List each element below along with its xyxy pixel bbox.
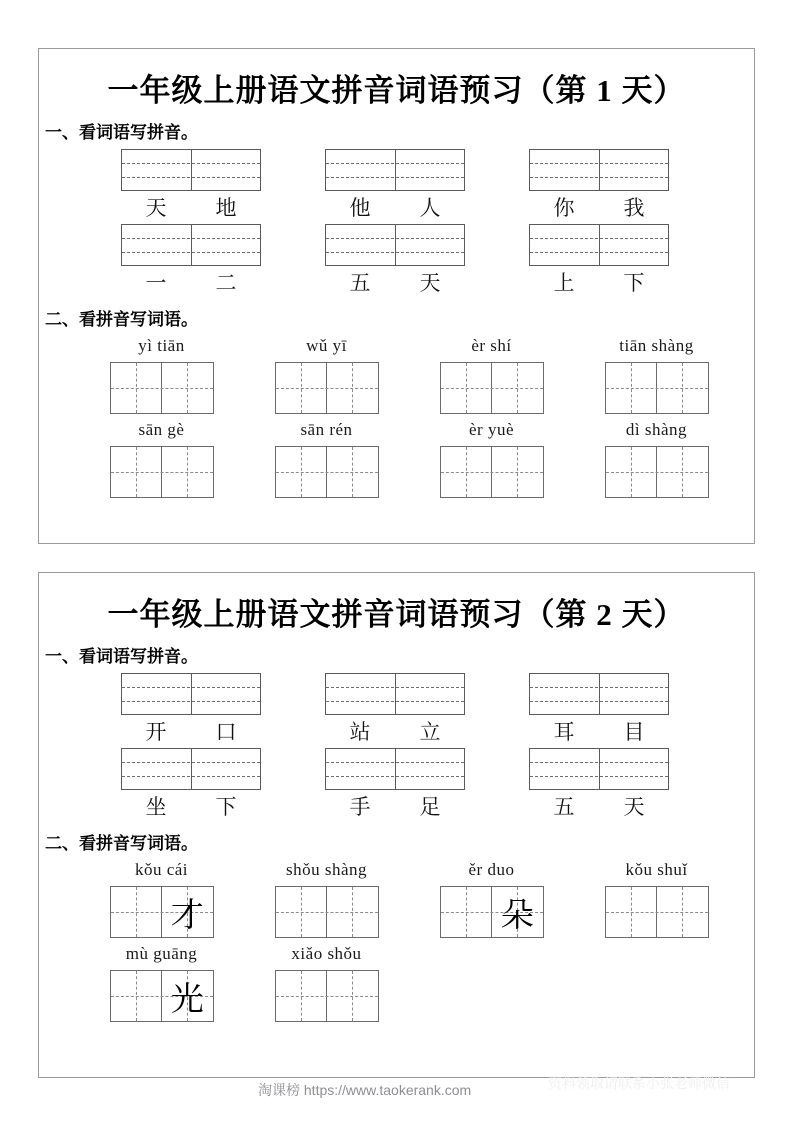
hanzi-char: 一 — [145, 271, 167, 295]
tianzige-cell[interactable] — [326, 887, 378, 937]
pinyin-exercise-item[interactable] — [295, 149, 495, 222]
hanzi-exercise-item[interactable] — [244, 942, 409, 1022]
tianzige-grid[interactable] — [110, 362, 214, 414]
pinyin-guide-line — [122, 177, 260, 178]
pinyin-guide-line — [122, 687, 260, 688]
hanzi-exercise-item[interactable] — [574, 418, 739, 498]
pinyin-writing-box[interactable] — [529, 149, 669, 191]
tianzige-cell[interactable] — [111, 887, 162, 937]
hanzi-char: 五 — [349, 271, 371, 295]
hanzi-char: 下 — [623, 271, 645, 295]
hanzi-char: 足 — [419, 795, 441, 819]
hanzi-exercise-item[interactable] — [409, 334, 574, 414]
pinyin-guide-line — [530, 163, 668, 164]
hanzi-exercise-item[interactable] — [79, 334, 244, 414]
pinyin-prompt: shǒu shàng — [285, 860, 368, 879]
tianzige-cell[interactable] — [161, 971, 213, 1021]
tianzige-grid[interactable] — [440, 362, 544, 414]
pinyin-prompt: mù guāng — [125, 944, 198, 963]
pinyin-box-divider — [395, 674, 396, 714]
faint-watermark: 资料领取请联系小张老师微信 — [548, 1075, 730, 1091]
pinyin-guide-line — [530, 687, 668, 688]
pinyin-guide-line — [326, 238, 464, 239]
written-hanzi — [441, 363, 492, 413]
pinyin-guide-line — [530, 177, 668, 178]
pinyin-guide-line — [122, 163, 260, 164]
hanzi-word — [529, 269, 669, 297]
hanzi-char: 天 — [145, 196, 167, 220]
tianzige-cell[interactable] — [656, 447, 708, 497]
tianzige-cell[interactable] — [491, 363, 543, 413]
written-hanzi — [276, 363, 327, 413]
hanzi-char: 上 — [553, 271, 575, 295]
section2-row — [39, 334, 754, 414]
written-hanzi — [327, 363, 378, 413]
written-hanzi — [327, 447, 378, 497]
pinyin-box-divider — [395, 225, 396, 265]
hanzi-char: 地 — [215, 196, 237, 220]
hanzi-char: 我 — [623, 196, 645, 220]
tianzige-grid[interactable] — [440, 446, 544, 498]
tianzige-cell[interactable] — [441, 447, 492, 497]
hanzi-char: 下 — [215, 795, 237, 819]
pinyin-prompt: yì tiān — [138, 336, 185, 355]
pinyin-guide-line — [530, 701, 668, 702]
pinyin-writing-box[interactable] — [325, 673, 465, 715]
hanzi-word — [121, 269, 261, 297]
tianzige-grid[interactable] — [605, 886, 709, 938]
pinyin-writing-box[interactable] — [121, 673, 261, 715]
hanzi-word — [325, 194, 465, 222]
pinyin-guide-line — [122, 776, 260, 777]
pinyin-prompt: wǔ yī — [306, 336, 347, 355]
tianzige-grid[interactable] — [110, 970, 214, 1022]
written-hanzi — [327, 971, 378, 1021]
pinyin-guide-line — [326, 687, 464, 688]
pinyin-writing-box[interactable] — [325, 149, 465, 191]
hanzi-char: 他 — [349, 196, 371, 220]
tianzige-cell[interactable] — [491, 447, 543, 497]
pinyin-box-divider — [599, 150, 600, 190]
hanzi-char: 耳 — [553, 720, 575, 744]
pinyin-box-divider — [191, 674, 192, 714]
tianzige-grid[interactable] — [605, 446, 709, 498]
written-hanzi: 光 — [170, 981, 204, 1018]
hanzi-char: 立 — [419, 720, 441, 744]
section2-row — [39, 858, 754, 938]
hanzi-char: 你 — [553, 196, 575, 220]
hanzi-word — [121, 718, 261, 746]
section-heading-1: 一、看词语写拼音。 — [45, 123, 198, 142]
hanzi-exercise-item[interactable] — [244, 418, 409, 498]
pinyin-exercise-item[interactable] — [499, 673, 699, 746]
pinyin-writing-box[interactable] — [121, 149, 261, 191]
hanzi-char: 天 — [623, 795, 645, 819]
hanzi-exercise-item[interactable] — [244, 858, 409, 938]
tianzige-cell[interactable] — [606, 363, 657, 413]
hanzi-char: 人 — [419, 196, 441, 220]
written-hanzi — [441, 447, 492, 497]
pinyin-exercise-item[interactable] — [91, 149, 291, 222]
tianzige-cell[interactable] — [606, 887, 657, 937]
hanzi-char: 五 — [553, 795, 575, 819]
pinyin-guide-line — [326, 177, 464, 178]
tianzige-grid[interactable] — [110, 886, 214, 938]
hanzi-exercise-item[interactable] — [409, 418, 574, 498]
pinyin-prompt: kǒu shuǐ — [625, 860, 688, 879]
tianzige-grid[interactable] — [275, 886, 379, 938]
pinyin-box-divider — [395, 150, 396, 190]
pinyin-box-divider — [191, 150, 192, 190]
written-hanzi — [111, 971, 162, 1021]
written-hanzi — [276, 971, 327, 1021]
hanzi-word — [121, 793, 261, 821]
hanzi-char: 坐 — [145, 795, 167, 819]
pinyin-guide-line — [122, 762, 260, 763]
pinyin-guide-line — [326, 252, 464, 253]
pinyin-writing-box[interactable] — [325, 224, 465, 266]
hanzi-char: 手 — [349, 795, 371, 819]
hanzi-word — [325, 718, 465, 746]
written-hanzi — [327, 887, 378, 937]
pinyin-prompt: sān gè — [138, 420, 185, 439]
hanzi-char: 口 — [215, 720, 237, 744]
hanzi-word — [325, 793, 465, 821]
tianzige-cell[interactable] — [491, 887, 543, 937]
pinyin-guide-line — [326, 776, 464, 777]
pinyin-prompt: xiǎo shǒu — [291, 944, 362, 963]
pinyin-exercise-item[interactable] — [499, 224, 699, 297]
worksheet-day-2 — [38, 572, 755, 1078]
pinyin-box-divider — [191, 225, 192, 265]
tianzige-cell[interactable] — [276, 971, 327, 1021]
pinyin-guide-line — [530, 238, 668, 239]
written-hanzi: 朵 — [500, 897, 534, 934]
hanzi-char: 站 — [349, 720, 371, 744]
tianzige-cell[interactable] — [326, 447, 378, 497]
hanzi-exercise-item[interactable] — [79, 418, 244, 498]
pinyin-exercise-item[interactable] — [499, 748, 699, 821]
tianzige-cell[interactable] — [656, 887, 708, 937]
pinyin-box-divider — [191, 749, 192, 789]
tianzige-cell[interactable] — [441, 363, 492, 413]
tianzige-cell[interactable] — [111, 447, 162, 497]
written-hanzi — [111, 363, 162, 413]
pinyin-exercise-item[interactable] — [499, 149, 699, 222]
worksheet-title: 一年级上册语文拼音词语预习（第 2 天） — [107, 597, 686, 632]
pinyin-prompt: dì shàng — [625, 420, 688, 439]
tianzige-cell[interactable] — [111, 971, 162, 1021]
written-hanzi — [162, 363, 213, 413]
section-heading-1: 一、看词语写拼音。 — [45, 647, 198, 666]
written-hanzi: 才 — [170, 897, 204, 934]
written-hanzi — [441, 887, 492, 937]
pinyin-writing-box[interactable] — [121, 224, 261, 266]
written-hanzi — [606, 447, 657, 497]
tianzige-cell[interactable] — [161, 887, 213, 937]
hanzi-char: 天 — [419, 271, 441, 295]
section-heading-2: 二、看拼音写词语。 — [45, 310, 198, 329]
pinyin-exercise-item[interactable] — [91, 748, 291, 821]
pinyin-prompt: ěr duo — [468, 860, 515, 879]
written-hanzi — [162, 447, 213, 497]
pinyin-prompt: èr shí — [471, 336, 512, 355]
written-hanzi — [111, 887, 162, 937]
tianzige-grid[interactable] — [275, 362, 379, 414]
section2-rows — [39, 858, 754, 1022]
pinyin-guide-line — [122, 238, 260, 239]
tianzige-grid[interactable] — [275, 970, 379, 1022]
written-hanzi — [276, 887, 327, 937]
worksheet-day-1 — [38, 48, 755, 544]
tianzige-grid[interactable] — [440, 886, 544, 938]
hanzi-word — [325, 269, 465, 297]
hanzi-exercise-item[interactable] — [574, 858, 739, 938]
tianzige-grid[interactable] — [275, 446, 379, 498]
hanzi-char: 开 — [145, 720, 167, 744]
written-hanzi — [276, 447, 327, 497]
tianzige-cell[interactable] — [161, 363, 213, 413]
written-hanzi — [111, 447, 162, 497]
pinyin-exercise-item[interactable] — [295, 748, 495, 821]
pinyin-guide-line — [122, 252, 260, 253]
pinyin-box-divider — [599, 674, 600, 714]
section1-row — [39, 149, 754, 222]
pinyin-guide-line — [530, 776, 668, 777]
written-hanzi — [657, 447, 708, 497]
pinyin-prompt: kǒu cái — [134, 860, 189, 879]
section1-row — [39, 673, 754, 746]
pinyin-guide-line — [122, 701, 260, 702]
site-watermark: 淘课榜 https://www.taokerank.com — [258, 1082, 472, 1098]
pinyin-writing-box[interactable] — [121, 748, 261, 790]
pinyin-writing-box[interactable] — [529, 224, 669, 266]
written-hanzi — [657, 363, 708, 413]
written-hanzi — [657, 887, 708, 937]
section1-row — [39, 224, 754, 297]
pinyin-writing-box[interactable] — [325, 748, 465, 790]
tianzige-cell[interactable] — [326, 971, 378, 1021]
written-hanzi — [606, 887, 657, 937]
section2-row — [39, 418, 754, 498]
tianzige-cell[interactable] — [326, 363, 378, 413]
pinyin-exercise-item[interactable] — [295, 224, 495, 297]
hanzi-word — [121, 194, 261, 222]
hanzi-word — [529, 718, 669, 746]
pinyin-prompt: èr yuè — [468, 420, 514, 439]
hanzi-exercise-item[interactable] — [574, 334, 739, 414]
hanzi-char: 二 — [215, 271, 237, 295]
tianzige-cell[interactable] — [161, 447, 213, 497]
tianzige-cell[interactable] — [276, 363, 327, 413]
hanzi-char: 目 — [623, 720, 645, 744]
hanzi-exercise-item[interactable] — [409, 858, 574, 938]
section2-row — [39, 942, 754, 1022]
pinyin-prompt: sān rén — [300, 420, 353, 439]
tianzige-cell[interactable] — [276, 887, 327, 937]
tianzige-grid[interactable] — [605, 362, 709, 414]
tianzige-cell[interactable] — [656, 363, 708, 413]
tianzige-cell[interactable] — [276, 447, 327, 497]
pinyin-guide-line — [530, 252, 668, 253]
pinyin-guide-line — [326, 163, 464, 164]
pinyin-box-divider — [599, 749, 600, 789]
written-hanzi — [606, 363, 657, 413]
pinyin-guide-line — [326, 701, 464, 702]
tianzige-cell[interactable] — [606, 447, 657, 497]
tianzige-cell[interactable] — [111, 363, 162, 413]
worksheet-title: 一年级上册语文拼音词语预习（第 1 天） — [107, 73, 686, 108]
section1-rows — [39, 149, 754, 297]
hanzi-word — [529, 793, 669, 821]
section-heading-2: 二、看拼音写词语。 — [45, 834, 198, 853]
pinyin-writing-box[interactable] — [529, 673, 669, 715]
hanzi-exercise-item[interactable] — [79, 942, 244, 1022]
hanzi-exercise-item[interactable] — [79, 858, 244, 938]
tianzige-cell[interactable] — [441, 887, 492, 937]
pinyin-exercise-item[interactable] — [91, 224, 291, 297]
tianzige-grid[interactable] — [110, 446, 214, 498]
pinyin-box-divider — [599, 225, 600, 265]
pinyin-box-divider — [395, 749, 396, 789]
pinyin-exercise-item[interactable] — [295, 673, 495, 746]
hanzi-exercise-item[interactable] — [244, 334, 409, 414]
pinyin-guide-line — [326, 762, 464, 763]
section2-rows — [39, 334, 754, 498]
pinyin-guide-line — [530, 762, 668, 763]
pinyin-exercise-item[interactable] — [91, 673, 291, 746]
written-hanzi — [492, 447, 543, 497]
pinyin-prompt: tiān shàng — [619, 336, 694, 355]
section1-rows — [39, 673, 754, 821]
written-hanzi — [492, 363, 543, 413]
section1-row — [39, 748, 754, 821]
hanzi-word — [529, 194, 669, 222]
pinyin-writing-box[interactable] — [529, 748, 669, 790]
